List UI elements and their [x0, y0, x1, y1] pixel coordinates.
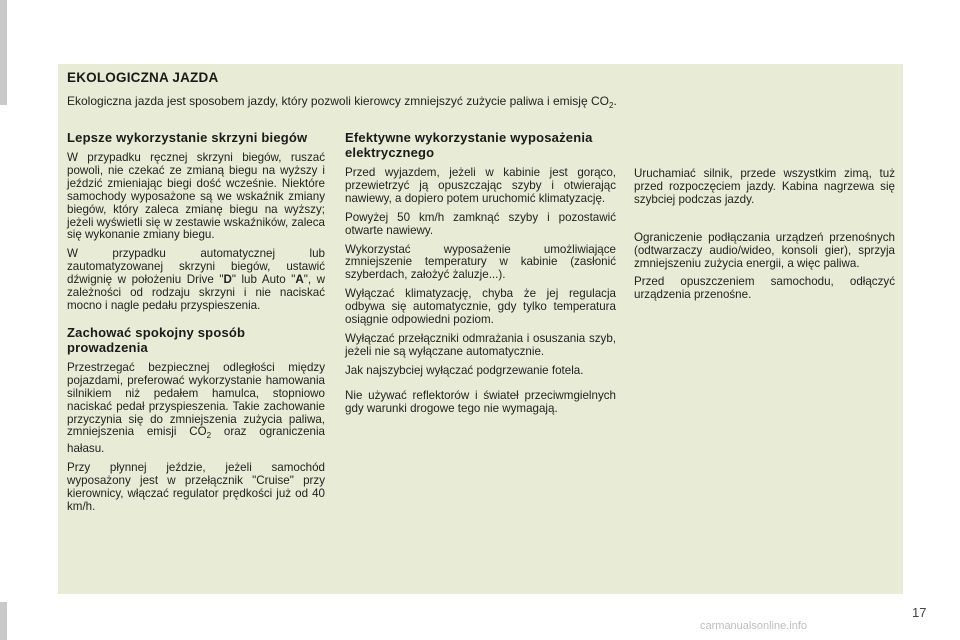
- para-close-windows: Powyżej 50 km/h zamknąć szyby i pozostawić otwarte nawiewy.: [345, 210, 616, 237]
- para-automatic-gearbox: [67, 248, 325, 313]
- heading-electrical: Efektywne wykorzystanie wyposażenia elektrycznego: [345, 130, 593, 160]
- para-distance-text-a: Przestrzegać bezpiecznej odległości między pojazdami, preferować wykorzystanie hamowania silnikiem niż pedałem hamulca, stopniowo naciskać pedał przyspieszenia. Takie zachowanie przyczynia się do zmniejszenia zużycia paliwa, zmniejszenia emisji CO: [67, 360, 325, 439]
- para-seat-heating: Jak najszybciej wyłączać podgrzewanie fotela.: [345, 363, 584, 377]
- para-start-engine: Uruchamiać silnik, przede wszystkim zimą, tuż przed rozpoczęciem jazdy. Kabina nagrzewa się szybciej podczas jazdy.: [634, 167, 895, 206]
- para-auto-text-b: " lub Auto ": [231, 273, 296, 287]
- para-cabin-temperature: Wykorzystać wyposażenie umożliwiające zmniejszenie temperatury w kabinie (zasłonić szyberdach, założyć żaluzje...).: [345, 242, 616, 282]
- intro-text: [67, 94, 887, 113]
- column-gearbox: [67, 130, 325, 520]
- para-disconnect-devices: Przed opuszczeniem samochodu, odłączyć urządzenia przenośne.: [634, 275, 895, 302]
- para-distance-text-b: oraz ograniczenia hałasu.: [67, 425, 325, 456]
- intro-main: Ekologiczna jazda jest sposobem jazdy, który pozwoli kierowcy zmniejszyć zużycie paliwa i emisję CO: [67, 94, 609, 108]
- para-fog-lights: Nie używać reflektorów i świateł przeciwmgielnych gdy warunki drogowe tego nie wymagają.: [345, 388, 616, 415]
- para-manual-gearbox: W przypadku ręcznej skrzyni biegów, ruszać powoli, nie czekać ze zmianą biegu na wyższy i jeździć zmieniając biegi dość wcześnie. Niektóre samochody wyposażone są we wskaźnik zmiany biegów, który zaleca zmianę biegu na wyższy; jeżeli wyświetli się w zestawie wskaźników, zaleca się wykonanie zmiany biegu.: [67, 151, 325, 242]
- para-auto-text-a: W przypadku automatycznej lub zautomatyzowanej skrzyni biegów, ustawić dźwignię w położeniu Drive ": [67, 247, 325, 287]
- intro-end: .: [613, 94, 617, 108]
- para-defrost: Wyłączać przełączniki odmrażania i osuszania szyb, jeżeli nie są wyłączane automatycznie.: [345, 331, 616, 358]
- column-continued: [634, 168, 895, 308]
- page-edge-tab-bottom: [0, 602, 7, 640]
- heading-gearbox: Lepsze wykorzystanie skrzyni biegów: [67, 130, 308, 145]
- para-portable-devices: Ograniczenie podłączania urządzeń przenośnych (odtwarzaczy audio/wideo, konsoli gier), sprzyja zmniejszeniu zużycia energii, a więc paliwa.: [634, 230, 895, 270]
- page-title: EKOLOGICZNA JAZDA: [67, 70, 219, 85]
- para-auto-text-c: ", w zależności od rodzaju skrzyni i nie naciskać mocno i nagle pedału przyspieszenia.: [67, 273, 325, 312]
- para-cruise-control: Przy płynnej jeździe, jeżeli samochód wyposażony jest w przełącznik "Cruise" przy kierownicy, włączać regulator prędkości już od 40 km/h.: [67, 461, 325, 513]
- para-safe-distance: [67, 362, 325, 456]
- intro-subscript: 2: [608, 101, 614, 110]
- drive-mode-letter: D: [223, 273, 232, 287]
- auto-mode-letter: A: [295, 273, 304, 287]
- para-ventilate: Przed wyjazdem, jeżeli w kabinie jest gorąco, przewietrzyć ją opuszczając szyby i otwierając nawiewy, a dopiero potem uruchomić klimatyzację.: [345, 166, 616, 205]
- column-electrical: [345, 130, 616, 422]
- heading-driving-style: Zachować spokojny sposób prowadzenia: [67, 324, 246, 355]
- page-number: 17: [912, 605, 927, 620]
- watermark-text: carmanualsonline.info: [700, 620, 808, 632]
- page-edge-tab-top: [0, 0, 7, 105]
- para-air-conditioning: Wyłączać klimatyzację, chyba że jej regulacja odbywa się automatycznie, gdy tylko temperatura osiągnie odpowiedni poziom.: [345, 287, 616, 327]
- co2-subscript: 2: [206, 431, 212, 441]
